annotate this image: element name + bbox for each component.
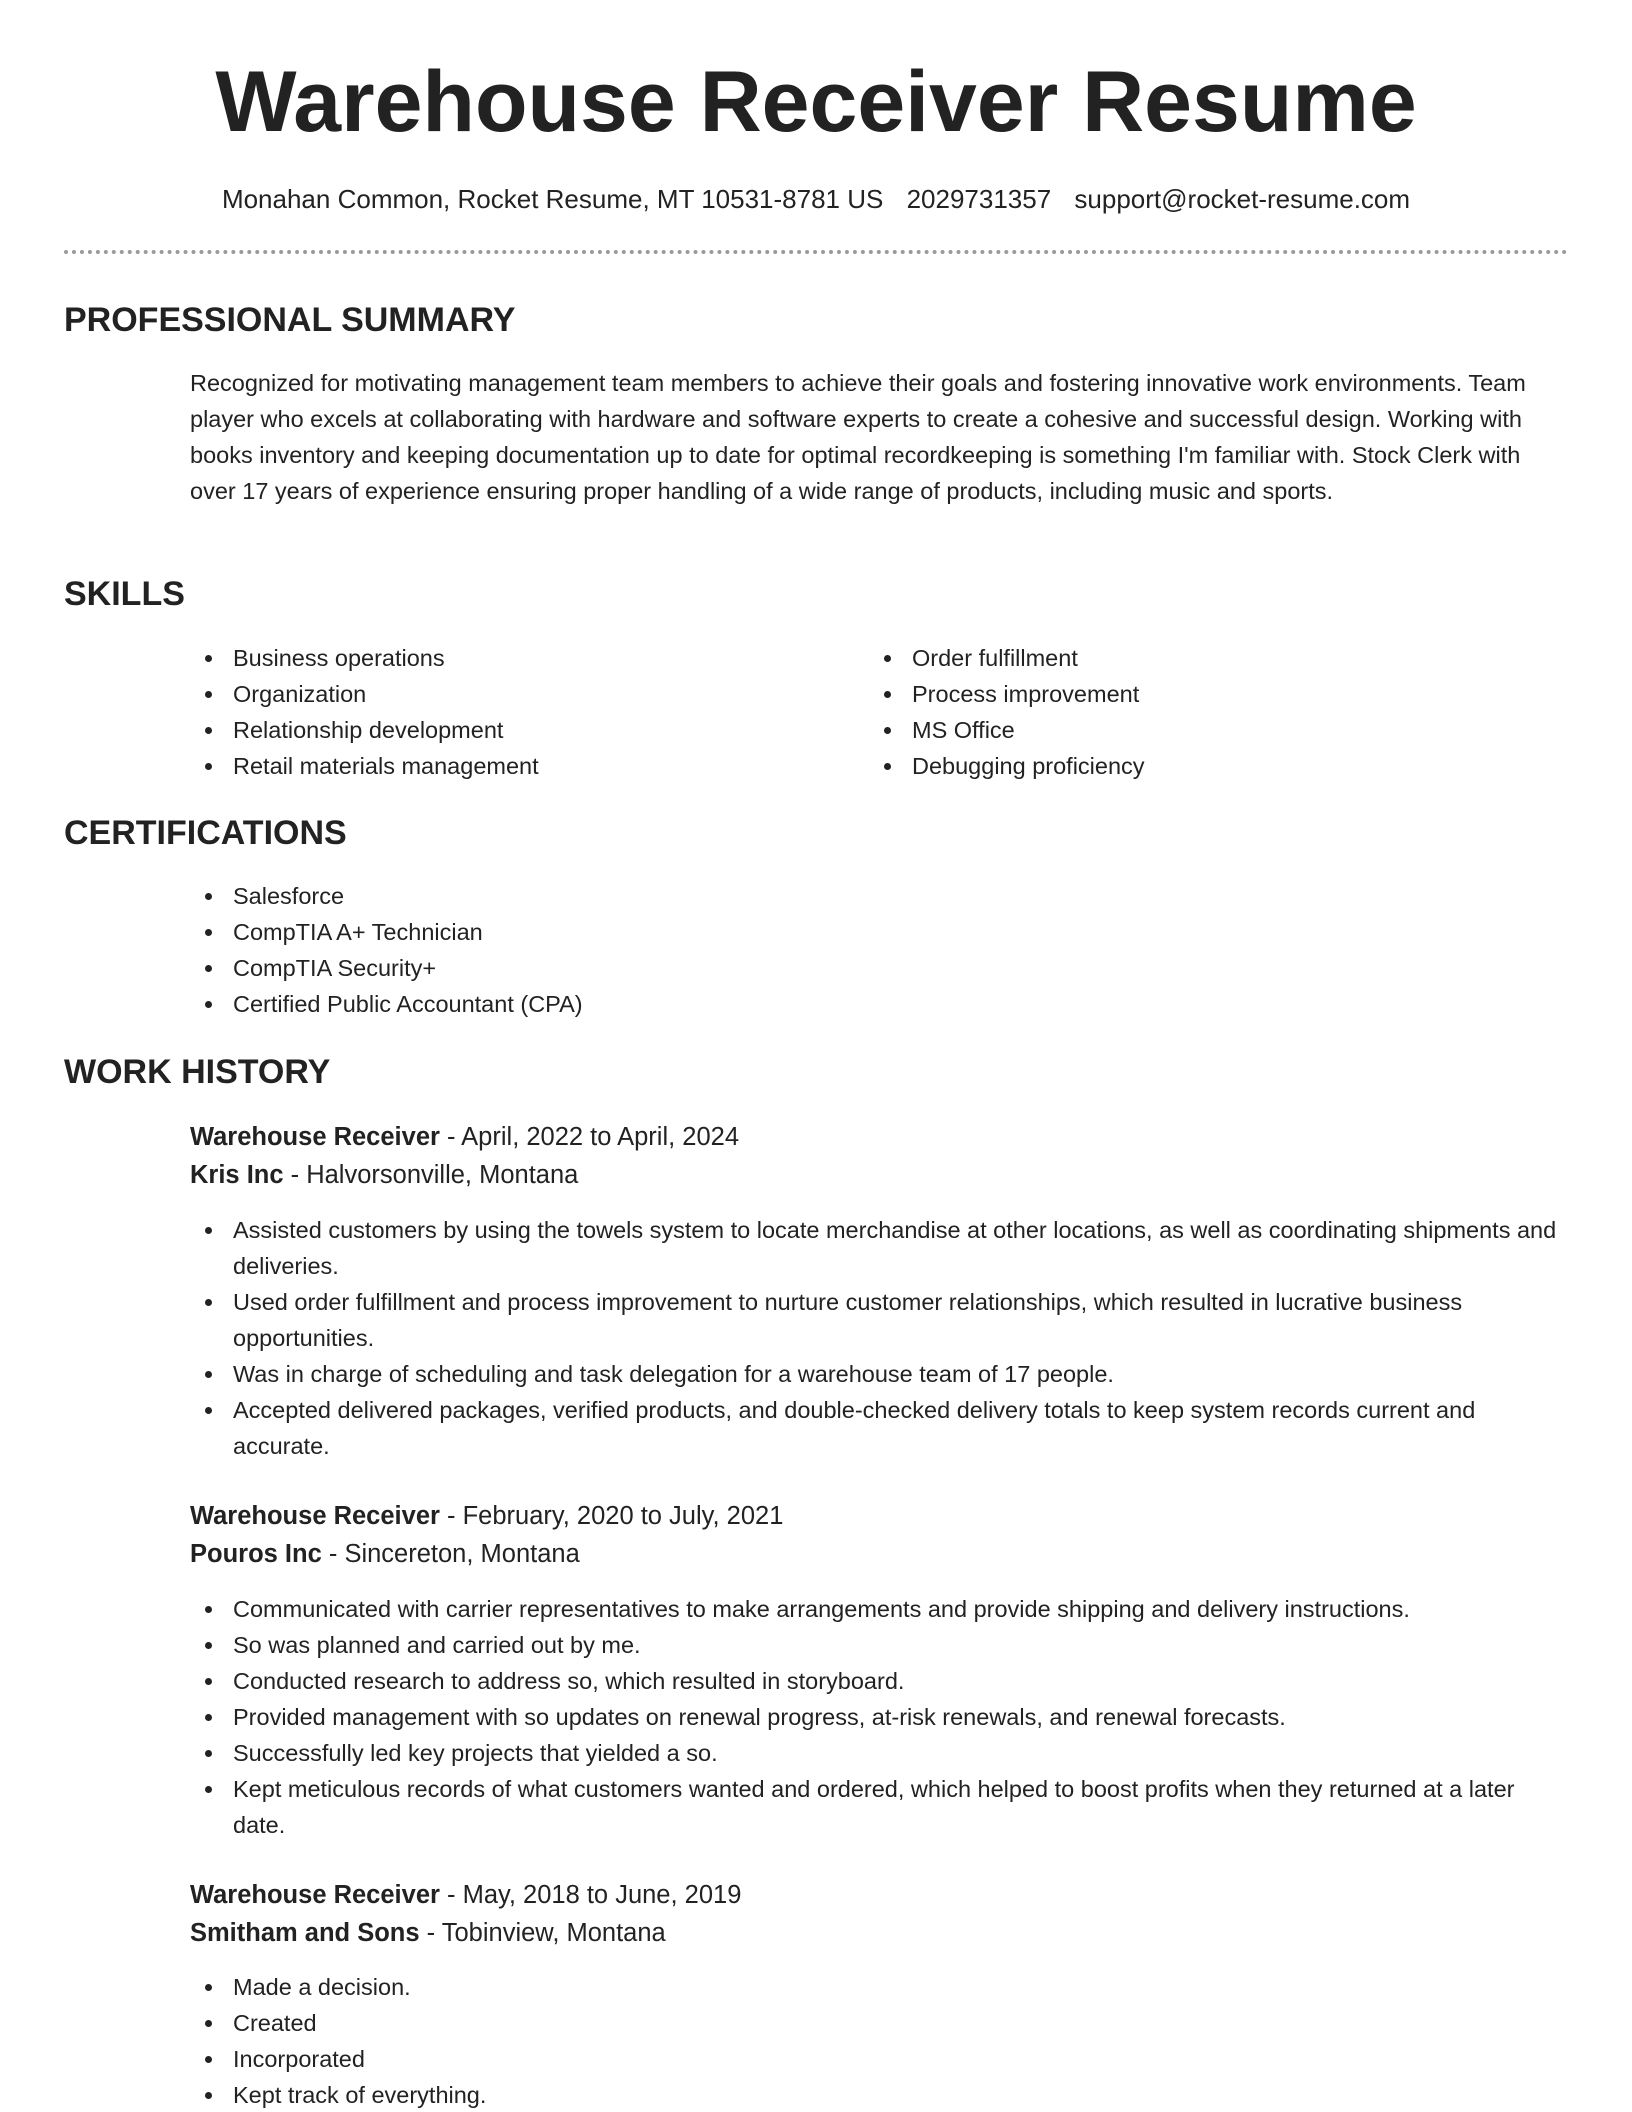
- list-item: Organization: [190, 676, 830, 712]
- work-history-heading: WORK HISTORY: [64, 1053, 331, 1091]
- contact-email: support@rocket-resume.com: [1074, 184, 1411, 214]
- header-divider: [64, 250, 1568, 254]
- job-company: Kris Inc: [190, 1161, 284, 1189]
- list-item: Process improvement: [869, 676, 1509, 712]
- list-item: Kept track of everything.: [190, 2077, 1570, 2112]
- summary-text: Recognized for motivating management team members to achieve their goals and fostering innovative work environments. Team player who excels at collaborating with hardware and software experts to create a cohesive and successful design. Working with books inventory and keeping documentation up to date for optimal recordkeeping is something I'm familiar with. Stock Clerk with over 17 years of experience ensuring proper handling of a wide range of products, including music and sports.: [190, 370, 1526, 504]
- list-item: Incorporated: [190, 2041, 1570, 2077]
- job-company: Smitham and Sons: [190, 1919, 420, 1947]
- list-item: Provided management with so updates on renewal progress, at-risk renewals, and renewal forecasts.: [190, 1699, 1570, 1735]
- list-item: Salesforce: [190, 878, 1570, 914]
- list-item: Communicated with carrier representatives to make arrangements and provide shipping and delivery instructions.: [190, 1591, 1570, 1627]
- contact-line: [0, 182, 1632, 216]
- skills-list-left: [190, 640, 830, 784]
- list-item: So was planned and carried out by me.: [190, 1627, 1570, 1663]
- skills-list-right: [869, 640, 1509, 784]
- list-item: Relationship development: [190, 712, 830, 748]
- job-dates: - April, 2022 to April, 2024: [439, 1123, 740, 1151]
- certifications-heading: CERTIFICATIONS: [64, 814, 347, 852]
- job-location: - Tobinview, Montana: [419, 1919, 666, 1947]
- job-title: Warehouse Receiver: [190, 1502, 440, 1530]
- job-title-line: [190, 1877, 741, 1913]
- list-item: Kept meticulous records of what customers wanted and ordered, which helped to boost profits when they returned at a later date.: [190, 1771, 1570, 1843]
- job-dates: - February, 2020 to July, 2021: [439, 1502, 784, 1530]
- job-company-line: [190, 1915, 666, 1951]
- list-item: Was in charge of scheduling and task delegation for a warehouse team of 17 people.: [190, 1356, 1570, 1392]
- job-company-line: [190, 1157, 578, 1193]
- job-location: - Sincereton, Montana: [321, 1540, 580, 1568]
- job-title: Warehouse Receiver: [190, 1123, 440, 1151]
- list-item: CompTIA A+ Technician: [190, 914, 1570, 950]
- list-item: CompTIA Security+: [190, 950, 1570, 986]
- list-item: Created: [190, 2005, 1570, 2041]
- job-title-line: [190, 1119, 739, 1155]
- job-location: - Halvorsonville, Montana: [283, 1161, 579, 1189]
- job-company: Pouros Inc: [190, 1540, 322, 1568]
- list-item: Business operations: [190, 640, 830, 676]
- list-item: Accepted delivered packages, verified products, and double-checked delivery totals to keep system records current and accurate.: [190, 1392, 1570, 1464]
- resume-title: Warehouse Receiver Resume: [215, 54, 1417, 150]
- contact-phone: 2029731357: [906, 184, 1052, 214]
- summary-heading: PROFESSIONAL SUMMARY: [64, 301, 516, 339]
- job-bullets: [190, 1591, 1570, 1843]
- list-item: Used order fulfillment and process improvement to nurture customer relationships, which resulted in lucrative business opportunities.: [190, 1284, 1570, 1356]
- list-item: Assisted customers by using the towels system to locate merchandise at other locations, as well as coordinating shipments and deliveries.: [190, 1212, 1570, 1284]
- job-dates: - May, 2018 to June, 2019: [439, 1881, 742, 1909]
- list-item: Order fulfillment: [869, 640, 1509, 676]
- job-company-line: [190, 1536, 580, 1572]
- certifications-list: [190, 878, 1570, 1022]
- job-bullets: [190, 1212, 1570, 1464]
- list-item: Conducted research to address so, which resulted in storyboard.: [190, 1663, 1570, 1699]
- list-item: Debugging proficiency: [869, 748, 1509, 784]
- list-item: Certified Public Accountant (CPA): [190, 986, 1570, 1022]
- list-item: Successfully led key projects that yielded a so.: [190, 1735, 1570, 1771]
- contact-address: Monahan Common, Rocket Resume, MT 10531-8781 US: [221, 184, 884, 214]
- skills-heading: SKILLS: [64, 575, 185, 613]
- list-item: Made a decision.: [190, 1969, 1570, 2005]
- job-title: Warehouse Receiver: [190, 1881, 440, 1909]
- job-bullets: [190, 1969, 1570, 2112]
- list-item: Retail materials management: [190, 748, 830, 784]
- list-item: MS Office: [869, 712, 1509, 748]
- job-title-line: [190, 1498, 783, 1534]
